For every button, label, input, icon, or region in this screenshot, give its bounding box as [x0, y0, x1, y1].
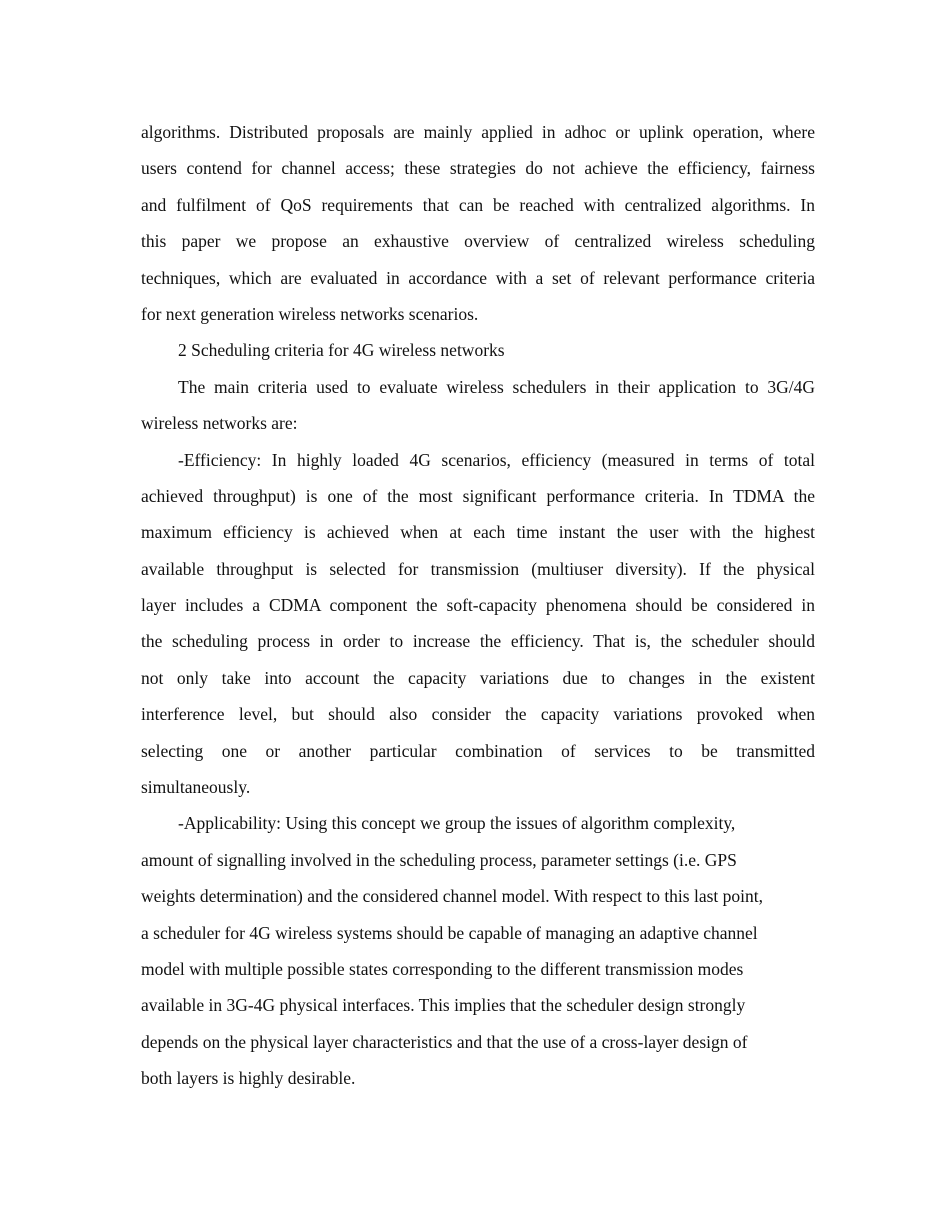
text-line: depends on the physical layer characteristics and that the use of a cross-layer design of: [141, 1031, 748, 1052]
text-line: both layers is highly desirable.: [141, 1068, 356, 1089]
efficiency-paragraph: [141, 442, 815, 806]
text-line: not only take into account the capacity variations due to changes in the existent: [141, 667, 815, 688]
text-line: The main criteria used to evaluate wireless schedulers in their application to 3G/4G: [178, 376, 815, 397]
text-line: amount of signalling involved in the scheduling process, parameter settings (i.e. GPS: [141, 849, 737, 870]
text-line: a scheduler for 4G wireless systems should be capable of managing an adaptive channel: [141, 922, 758, 943]
text-line: for next generation wireless networks scenarios.: [141, 303, 479, 324]
text-line: achieved throughput) is one of the most significant performance criteria. In TDMA the: [141, 485, 815, 506]
text-line: maximum efficiency is achieved when at each time instant the user with the highest: [141, 522, 815, 543]
text-line: weights determination) and the considered channel model. With respect to this last point,: [141, 886, 764, 907]
text-line: wireless networks are:: [141, 413, 298, 434]
text-line: simultaneously.: [141, 777, 251, 798]
text-line: interference level, but should also consider the capacity variations provoked when: [141, 704, 815, 725]
text-line: selecting one or another particular combination of services to be transmitted: [141, 740, 815, 761]
text-line: layer includes a CDMA component the soft-capacity phenomena should be considered in: [141, 595, 815, 616]
text-line: and fulfilment of QoS requirements that can be reached with centralized algorithms. In: [141, 194, 815, 215]
intro-paragraph-end: [141, 114, 815, 332]
text-line: the scheduling process in order to increase the efficiency. That is, the scheduler should: [141, 631, 815, 652]
document-page: [141, 114, 815, 1097]
text-line: this paper we propose an exhaustive overview of centralized wireless scheduling: [141, 231, 815, 252]
section-heading: [141, 332, 815, 368]
text-line: -Applicability: Using this concept we group the issues of algorithm complexity,: [178, 813, 736, 834]
criteria-intro-paragraph: [141, 369, 815, 442]
text-line: -Efficiency: In highly loaded 4G scenarios, efficiency (measured in terms of total: [178, 449, 815, 470]
text-line: users contend for channel access; these strategies do not achieve the efficiency, fairness: [141, 158, 815, 179]
text-line: techniques, which are evaluated in accordance with a set of relevant performance criteria: [141, 267, 815, 288]
applicability-paragraph: [141, 805, 815, 1096]
text-line: available throughput is selected for transmission (multiuser diversity). If the physical: [141, 558, 815, 579]
text-line: available in 3G-4G physical interfaces. This implies that the scheduler design strongly: [141, 995, 746, 1016]
text-line: 2 Scheduling criteria for 4G wireless networks: [178, 340, 505, 361]
text-line: model with multiple possible states corresponding to the different transmission modes: [141, 958, 744, 979]
text-line: algorithms. Distributed proposals are mainly applied in adhoc or uplink operation, where: [141, 122, 815, 142]
